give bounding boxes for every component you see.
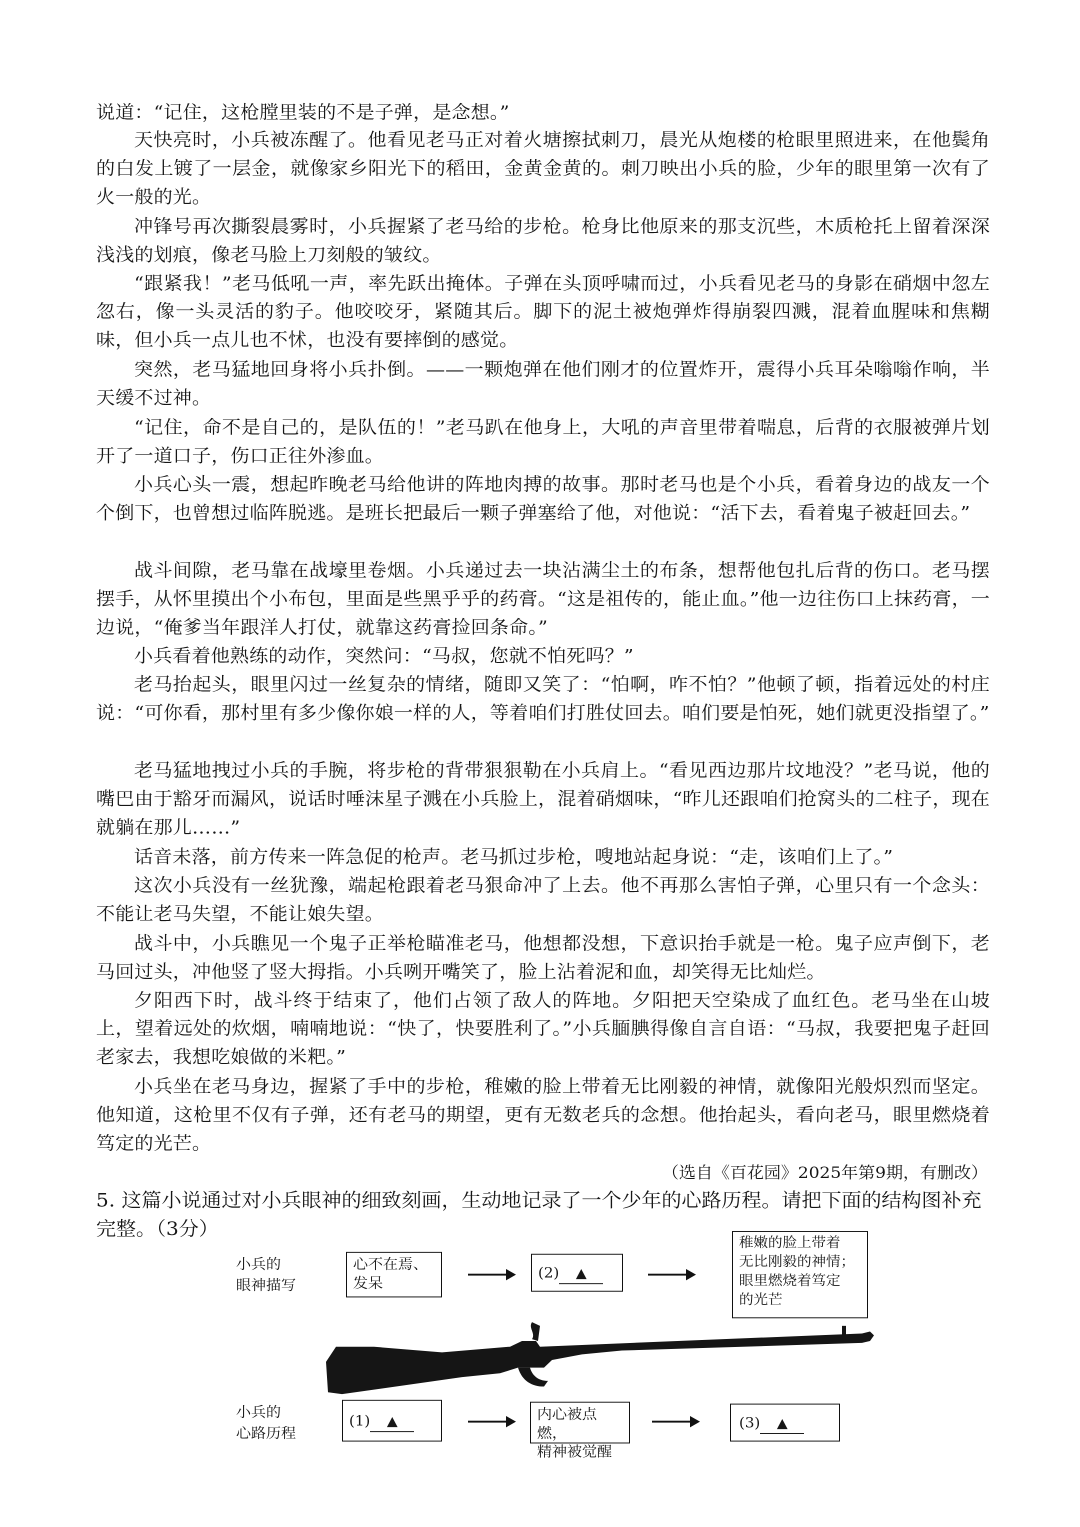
arrow-right (468, 1274, 514, 1276)
story-paragraph: 这次小兵没有一丝犹豫，端起枪跟着老马狠命冲了上去。他不再那么害怕子弹，心里只有一个念头：不能让老马失望，不能让娘失望。 (96, 875, 990, 925)
triangle-icon: ▲ (386, 1414, 398, 1430)
story-paragraph: 小兵坐在老马身边，握紧了手中的步枪，稚嫩的脸上带着无比刚毅的神情，就像阳光般炽烈而坚定。他知道，这枪里不仅有子弹，还有老马的期望，更有无数老兵的念想。他抬起头，看向老马，眼里燃烧着笃定的光芒。 (96, 1076, 990, 1155)
story-paragraph: “跟紧我！”老马低吼一声，率先跃出掩体。子弹在头顶呼啸而过，小兵看见老马的身影在硝烟中忽左忽右，像一头灵活的豹子。他咬咬牙，紧随其后。脚下的泥土被炮弹炸得崩裂四溅，混着血腥味和焦糊味，但小兵一点儿也不怵，也没有要摔倒的感觉。 (96, 273, 990, 352)
arrow-right (652, 1421, 698, 1423)
arrow-right (468, 1421, 514, 1423)
arrow-right (648, 1274, 694, 1276)
question-text: 这篇小说通过对小兵眼神的细致刻画，生动地记录了一个少年的心路历程。请把下面的结构图补充完整。（3分） (96, 1188, 982, 1240)
triangle-icon: ▲ (776, 1415, 788, 1432)
story-paragraph: “记住，命不是自己的，是队伍的！”老马趴在他身上，大吼的声音里带着喘息，后背的衣服被弹片划开了一道口子，伤口正往外渗血。 (96, 417, 990, 467)
story-paragraph: 战斗中，小兵瞧见一个鬼子正举枪瞄准老马，他想都没想，下意识抬手就是一枪。鬼子应声倒下，老马回过头，冲他竖了竖大拇指。小兵咧开嘴笑了，脸上沾着泥和血，却笑得无比灿烂。 (96, 933, 990, 983)
story-paragraph: 冲锋号再次撕裂晨雾时，小兵握紧了老马给的步枪。枪身比他原来的那支沉些，木质枪托上留着深深浅浅的划痕，像老马脸上刀刻般的皱纹。 (96, 216, 990, 266)
blank-number: (2) (538, 1264, 560, 1282)
story-paragraph: 说道：“记住，这枪膛里装的不是子弹，是念想。” (96, 102, 510, 124)
story-paragraph: 战斗间隙，老马靠在战壕里卷烟。小兵递过去一块沾满尘土的布条，想帮他包扎后背的伤口。老马摆摆手，从怀里摸出个小布包，里面是些黑乎乎的药膏。“这是祖传的，能止血。”他一边往伤口上抹药膏，一边说，“俺爹当年跟洋人打仗，就靠这药膏捡回条命。” (96, 560, 990, 639)
story-paragraph: 老马猛地拽过小兵的手腕，将步枪的背带狠狠勒在小兵肩上。“看见西边那片坟地没？”老马说，他的嘴巴由于豁牙而漏风，说话时唾沫星子溅在小兵脸上，混着硝烟味，“昨儿还跟咱们抢窝头的二柱子，现在就躺在那儿……” (96, 760, 990, 839)
rifle-image (322, 1318, 884, 1398)
row-label-eyes: 小兵的 眼神描写 (236, 1255, 297, 1294)
eye-box-2 (531, 1254, 623, 1292)
row-label-heart: 小兵的 心路历程 (236, 1403, 297, 1442)
story-paragraph: 突然，老马猛地回身将小兵扑倒。——一颗炮弹在他们刚才的位置炸开，震得小兵耳朵嗡嗡作响，半天缓不过神。 (96, 359, 990, 409)
blank-number: (3) (739, 1414, 761, 1432)
answer-blank[interactable] (760, 1413, 804, 1434)
eye-box-3: 稚嫩的脸上带着 无比刚毅的神情； 眼里燃烧着笃定 的光芒 (732, 1231, 868, 1318)
story-paragraph: 话音未落，前方传来一阵急促的枪声。老马抓过步枪，嗖地站起身说：“走，该咱们上了。” (134, 846, 894, 868)
eye-box-1: 心不在焉、 发呆 (346, 1252, 442, 1298)
question-number: 5. (96, 1188, 116, 1212)
story-paragraph: 小兵心头一震，想起昨晚老马给他讲的阵地肉搏的故事。那时老马也是个小兵，看着身边的战友一个个倒下，也曾想过临阵脱逃。是班长把最后一颗子弹塞给了他，对他说：“活下去，看着鬼子被赶回去。” (96, 474, 990, 524)
triangle-icon: ▲ (575, 1266, 587, 1282)
story-paragraph: 夕阳西下时，战斗终于结束了，他们占领了敌人的阵地。夕阳把天空染成了血红色。老马坐在山坡上，望着远处的炊烟，喃喃地说：“快了，快要胜利了。”小兵腼腆得像自言自语：“马叔，我要把鬼子赶回老家去，我想吃娘做的米粑。” (96, 990, 990, 1069)
story-paragraph: 小兵看着他熟练的动作，突然问：“马叔，您就不怕死吗？” (134, 645, 634, 667)
heart-box-1 (342, 1400, 442, 1442)
answer-blank[interactable] (370, 1411, 414, 1432)
heart-box-2: 内心被点燃， 精神被觉醒 (530, 1402, 630, 1444)
source-citation: （选自《百花园》2025年第9期，有删改） (661, 1163, 988, 1183)
answer-blank[interactable] (559, 1263, 603, 1284)
blank-number: (1) (349, 1412, 371, 1430)
story-paragraph: 天快亮时，小兵被冻醒了。他看见老马正对着火塘擦拭刺刀，晨光从炮楼的枪眼里照进来，在他鬓角的白发上镀了一层金，就像家乡阳光下的稻田，金黄金黄的。刺刀映出小兵的脸，少年的眼里第一次有了火一般的光。 (96, 129, 990, 209)
heart-box-3 (730, 1404, 840, 1442)
story-paragraph: 老马抬起头，眼里闪过一丝复杂的情绪，随即又笑了：“怕啊，咋不怕？”他顿了顿，指着远处的村庄说：“可你看，那村里有多少像你娘一样的人，等着咱们打胜仗回去。咱们要是怕死，她们就更没指望了。” (96, 674, 990, 724)
